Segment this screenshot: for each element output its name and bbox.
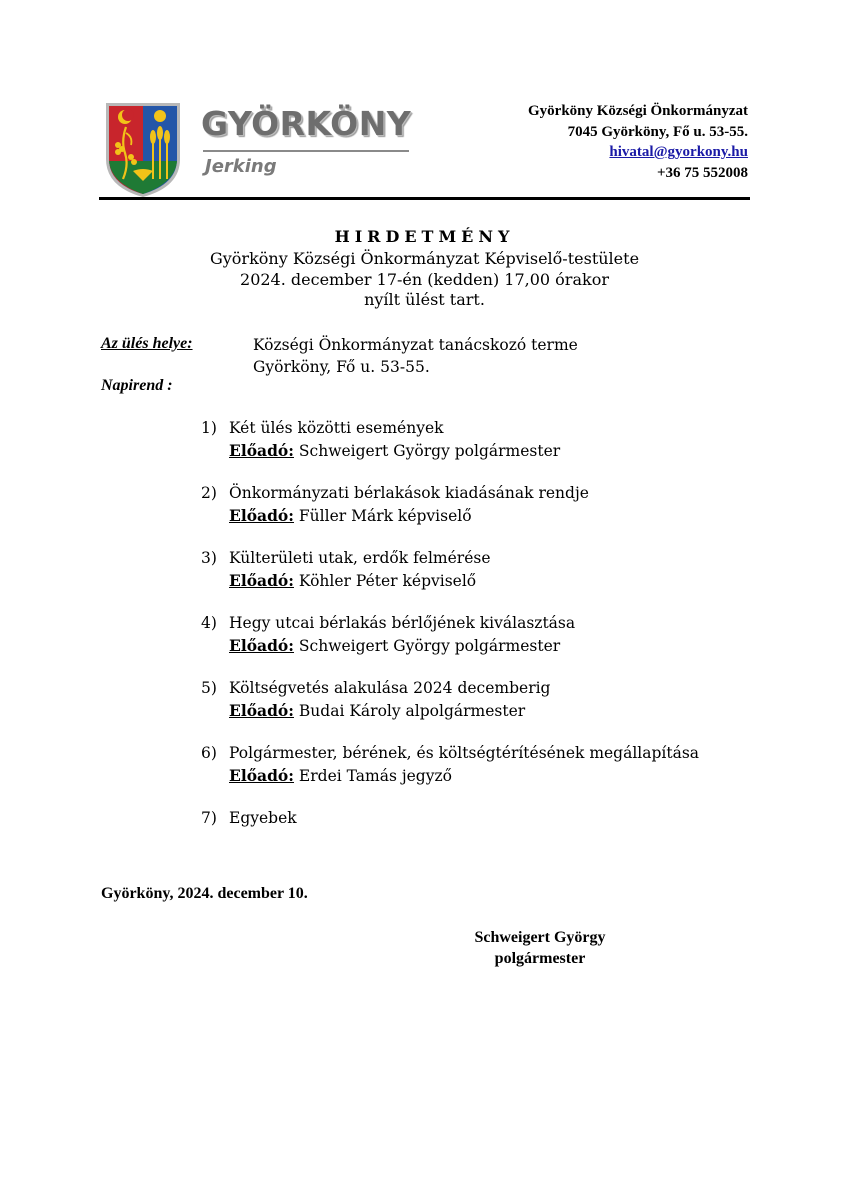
agenda-item — [201, 678, 761, 722]
location-label: Az ülés helye: — [101, 335, 193, 352]
agenda-item — [201, 418, 761, 462]
notice-title: HIRDETMÉNY — [334, 227, 515, 246]
agenda-item-presenter — [201, 765, 761, 788]
location-line-1: Községi Önkormányzat tanácskozó terme — [253, 336, 578, 354]
notice-line-1: Györköny Községi Önkormányzat Képviselő-testülete — [209, 249, 640, 268]
notice-line-2: 2024. december 17-én (kedden) 17,00 órakor — [240, 269, 609, 289]
location-line-2: Györköny, Fő u. 53-55. — [253, 357, 430, 376]
org-address: 7045 Györköny, Fő u. 53-55. — [567, 123, 748, 140]
agenda-item-number: 1) — [201, 419, 217, 437]
notice-line-3: nyílt ülést tart. — [364, 290, 485, 309]
agenda-item — [201, 743, 761, 787]
header-divider — [99, 197, 750, 200]
presenter-label: Előadó: — [229, 570, 294, 590]
agenda-item-text: Hegy utcai bérlakás bérlőjének kiválasztása — [229, 614, 576, 632]
location-value — [253, 335, 578, 378]
org-email-link[interactable]: hivatal@gyorkony.hu — [609, 144, 748, 160]
org-phone: +36 75 552008 — [656, 164, 748, 181]
agenda-item-text: Önkormányzati bérlakások kiadásának rendje — [229, 484, 589, 502]
coat-of-arms-logo — [103, 101, 183, 199]
notice-intro — [0, 249, 849, 311]
presenter-label: Előadó: — [229, 440, 294, 460]
agenda-item-text: Költségvetés alakulása 2024 decemberig — [229, 679, 551, 697]
brand-divider — [203, 150, 409, 152]
agenda-item-number: 7) — [201, 809, 217, 827]
agenda-item-number: 3) — [201, 549, 217, 567]
presenter-label: Előadó: — [229, 505, 294, 525]
agenda-item-number: 5) — [201, 679, 217, 697]
signature-block — [430, 927, 650, 969]
presenter-name: Erdei Tamás jegyző — [298, 766, 452, 785]
signer-name: Schweigert György — [474, 929, 606, 946]
presenter-name: Köhler Péter képviselő — [298, 571, 477, 590]
org-name: Györköny Községi Önkormányzat — [528, 103, 748, 119]
agenda-item — [201, 548, 761, 592]
agenda-item-text: Két ülés közötti események — [229, 419, 444, 437]
presenter-name: Schweigert György polgármester — [298, 636, 561, 655]
presenter-name: Schweigert György polgármester — [298, 441, 561, 460]
presenter-label: Előadó: — [229, 700, 294, 720]
agenda-item-presenter — [201, 440, 761, 463]
agenda-item — [201, 808, 761, 830]
agenda-item-number: 2) — [201, 484, 217, 502]
agenda-item — [201, 613, 761, 657]
presenter-name: Budai Károly alpolgármester — [298, 701, 526, 720]
agenda-item-text: Egyebek — [229, 809, 297, 827]
signer-title: polgármester — [494, 950, 586, 967]
agenda-item-presenter — [201, 570, 761, 593]
agenda-item-text: Polgármester, bérének, és költségtérítésének megállapítása — [229, 744, 700, 762]
organization-contact — [528, 101, 748, 183]
brand-subtitle: Jerking — [205, 156, 277, 177]
agenda-item-number: 4) — [201, 614, 217, 632]
agenda-label: Napirend : — [101, 377, 173, 394]
brand-wordmark — [199, 104, 414, 184]
agenda-item-presenter — [201, 635, 761, 658]
presenter-label: Előadó: — [229, 635, 294, 655]
presenter-name: Füller Márk képviselő — [298, 506, 472, 525]
agenda-list — [201, 418, 761, 851]
agenda-item-number: 6) — [201, 744, 217, 762]
agenda-item — [201, 483, 761, 527]
presenter-label: Előadó: — [229, 765, 294, 785]
agenda-item-presenter — [201, 505, 761, 528]
brand-name: GYÖRKÖNY — [201, 104, 412, 143]
agenda-item-presenter — [201, 700, 761, 723]
place-and-date: Györköny, 2024. december 10. — [101, 885, 308, 902]
agenda-item-text: Külterületi utak, erdők felmérése — [229, 549, 491, 567]
